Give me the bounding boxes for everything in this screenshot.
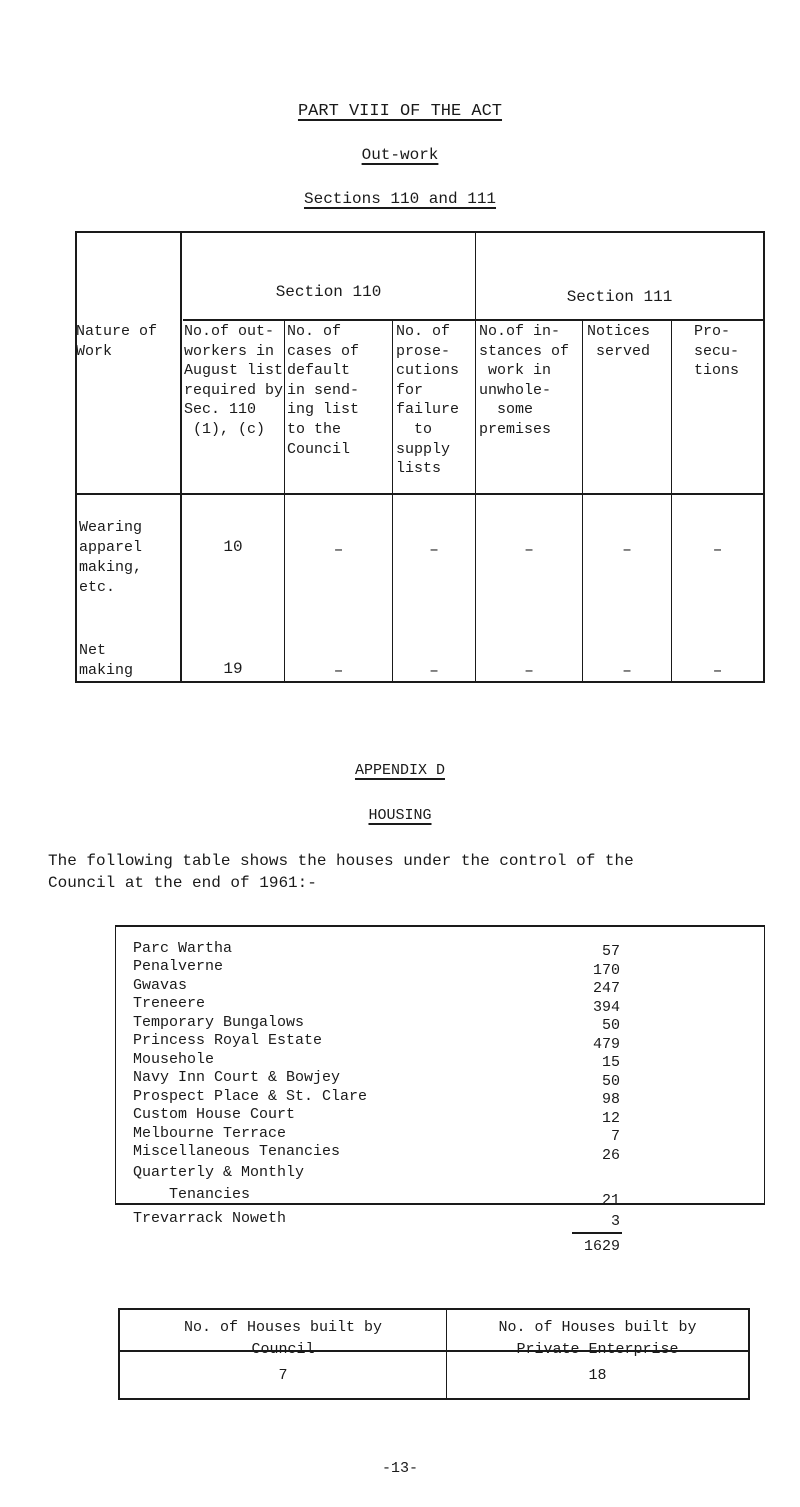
- built-by-council-value: 7: [278, 1367, 288, 1384]
- housing-row-value: 98: [601, 1091, 620, 1108]
- col-header-outworkers: No.of out- workers in August list required by Sec. 110 (1), (c): [184, 323, 284, 438]
- col-header-nature: Nature of Work: [76, 323, 158, 360]
- row1-instances: –: [524, 541, 534, 559]
- row-nature-net: Net making: [79, 642, 134, 679]
- housing-title: HOUSING: [368, 807, 432, 824]
- housing-row-name: Miscellaneous Tenancies: [133, 1143, 341, 1160]
- row1-outworkers: 10: [223, 538, 243, 556]
- housing-row-value: 50: [601, 1017, 620, 1034]
- total-rule: [572, 1232, 622, 1234]
- housing-row-name: Melbourne Terrace: [133, 1125, 287, 1142]
- row2-default: –: [333, 662, 344, 680]
- housing-row-value: 479: [592, 1036, 620, 1053]
- housing-row-name: Princess Royal Estate: [133, 1032, 323, 1049]
- part-heading: PART VIII OF THE ACT: [297, 102, 503, 121]
- housing-row-value: 394: [592, 999, 620, 1016]
- row2-notices: –: [622, 662, 632, 680]
- housing-row-value: 26: [601, 1147, 620, 1164]
- housing-row-name: Gwavas: [133, 977, 188, 994]
- section-110-header: Section 110: [275, 283, 382, 301]
- row1-default: –: [333, 541, 344, 559]
- housing-row-value: 7: [610, 1128, 620, 1145]
- housing-row-name: Penalverne: [133, 958, 224, 975]
- housing-row-value: 50: [601, 1073, 620, 1090]
- housing-row-value: 3: [610, 1213, 620, 1230]
- col-header-default: No. of cases of default in send- ing list to the Council: [287, 323, 360, 458]
- housing-row-name: Temporary Bungalows: [133, 1014, 305, 1031]
- sections-heading: Sections 110 and 111: [303, 190, 497, 208]
- housing-total: 1629: [583, 1238, 620, 1255]
- housing-row-name: Treneere: [133, 995, 206, 1012]
- housing-row-value: 21: [601, 1192, 620, 1209]
- row1-notices: –: [622, 541, 632, 559]
- section-111-header: Section 111: [566, 288, 673, 306]
- housing-row-name: Quarterly & Monthly Tenancies: [133, 1164, 305, 1203]
- row1-prosecutions-110: –: [429, 541, 439, 559]
- col-header-instances: No.of in- stances of work in unwhole- some premises: [479, 323, 570, 438]
- row2-instances: –: [524, 662, 534, 680]
- housing-intro: The following table shows the houses under the control of the Council at the end of 1961:-: [48, 852, 634, 892]
- row-nature-wearing: Wearing apparel making, etc.: [79, 519, 143, 596]
- outwork-heading: Out-work: [361, 146, 439, 164]
- housing-row-value: 170: [592, 962, 620, 979]
- housing-row-value: 12: [601, 1110, 620, 1127]
- built-by-private-value: 18: [588, 1367, 607, 1384]
- housing-row-value: 15: [601, 1054, 620, 1071]
- built-by-private-header: No. of Houses built by Private Enterprise: [498, 1319, 697, 1358]
- row1-prosecutions-111: –: [712, 541, 723, 559]
- housing-row-name: Trevarrack Noweth: [133, 1210, 287, 1227]
- built-by-council-header: No. of Houses built by Council: [183, 1319, 383, 1358]
- housing-row-name: Prospect Place & St. Clare: [133, 1088, 368, 1105]
- col-header-prosecutions-111: Pro- secu- tions: [694, 323, 740, 380]
- housing-row-name: Parc Wartha: [133, 940, 233, 957]
- housing-row-name: Custom House Court: [133, 1106, 296, 1123]
- housing-row-value: 247: [592, 980, 620, 997]
- housing-row-value: 57: [601, 943, 620, 960]
- col-header-prosecutions-110: No. of prose- cutions for failure to supply lists: [396, 323, 460, 478]
- housing-row-name: Navy Inn Court & Bowjey: [133, 1069, 341, 1086]
- appendix-title: APPENDIX D: [354, 762, 445, 779]
- row2-outworkers: 19: [223, 660, 243, 678]
- row2-prosecutions-110: –: [429, 662, 439, 680]
- row2-prosecutions-111: –: [712, 662, 723, 680]
- housing-row-name: Mousehole: [133, 1051, 215, 1068]
- col-header-notices: Notices served: [587, 323, 651, 360]
- page-number: -13-: [381, 1460, 418, 1477]
